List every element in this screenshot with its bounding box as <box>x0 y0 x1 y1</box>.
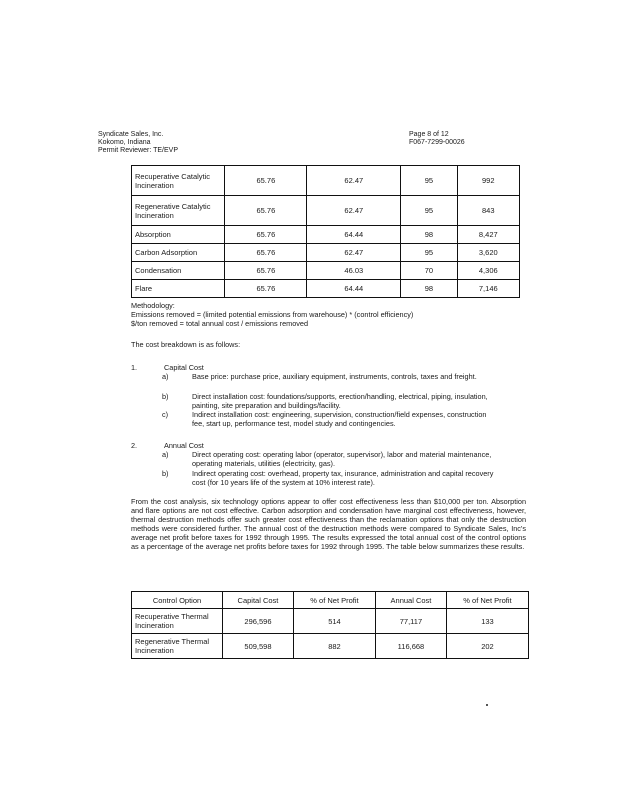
header-capital-pct-net-profit: % of Net Profit <box>293 592 375 609</box>
header-capital-cost: Capital Cost <box>223 592 294 609</box>
table-cell: 70 <box>401 262 457 280</box>
table-cell: 64.44 <box>307 280 401 298</box>
table-cell: 3,620 <box>457 244 519 262</box>
table-cell: 514 <box>293 609 375 634</box>
table-cell: 7,146 <box>457 280 519 298</box>
section-2-title: Annual Cost <box>164 441 204 450</box>
table-cell: 65.76 <box>225 280 307 298</box>
company-location: Kokomo, Indiana <box>98 139 151 146</box>
item-label: b) <box>162 469 169 478</box>
header-annual-pct-net-profit: % of Net Profit <box>446 592 528 609</box>
table-row <box>132 280 520 298</box>
table-row <box>132 634 529 659</box>
item-label: a) <box>162 450 169 459</box>
item-text: Base price: purchase price, auxiliary equipment, instruments, controls, taxes and freight. <box>192 372 477 381</box>
page-number: Page 8 of 12 <box>409 131 449 138</box>
permit-reviewer: Permit Reviewer: TE/EVP <box>98 147 179 154</box>
table-cell: 46.03 <box>307 262 401 280</box>
table-cell: 882 <box>293 634 375 659</box>
table-cell: 64.44 <box>307 226 401 244</box>
table-row <box>132 196 520 226</box>
table-cell: 98 <box>401 226 457 244</box>
table-cell: Absorption <box>132 226 225 244</box>
table-cell: 65.76 <box>225 166 307 196</box>
table-cell: Regenerative Catalytic Incineration <box>132 196 225 226</box>
table-cell: Regenerative Thermal Incineration <box>132 634 223 659</box>
section-2-number: 2. <box>131 441 138 450</box>
company-name: Syndicate Sales, Inc. <box>98 131 164 138</box>
item-text: Direct installation cost: foundations/supports, erection/handling, electrical, piping, insulation, painting, site preparation and buildings/facility. <box>192 392 488 410</box>
section-1-number: 1. <box>131 363 138 372</box>
table-cell: 95 <box>401 196 457 226</box>
table-row <box>132 166 520 196</box>
cost-analysis-paragraph: From the cost analysis, six technology options appear to offer cost effectiveness less than $10,000 per ton. Absorption and flare options are not cost effective. Carbon adsorption and condensation have marginal cost effectiveness, however, thermal destruction methods offer such greater cost effectiveness than the reclamation options that only the destruction methods were considered further. The annual cost of the destruction methods were compared to Syndicate Sales, Inc's average net profit before taxes for 1992 through 1995. The results expressed the total annual cost of the control options as a percentage of the average net profits before taxes for 1992 through 1995. The table below summarizes these results. <box>131 497 526 551</box>
table-cell: 62.47 <box>307 196 401 226</box>
methodology-line-2: $/ton removed = total annual cost / emissions removed <box>131 319 309 328</box>
methodology-line-1: Emissions removed = (limited potential emissions from warehouse) * (control efficiency) <box>131 310 414 319</box>
methodology <box>131 301 531 328</box>
scan-speck <box>486 704 488 706</box>
table-row <box>132 609 529 634</box>
table-cell: Condensation <box>132 262 225 280</box>
table-cell: 509,598 <box>223 634 294 659</box>
table-cell: Recuperative Thermal Incineration <box>132 609 223 634</box>
table-cell: 62.47 <box>307 244 401 262</box>
table-row <box>132 226 520 244</box>
item-label: c) <box>162 410 169 419</box>
header-right <box>409 131 465 147</box>
table-cell: 65.76 <box>225 244 307 262</box>
cost-breakdown-intro: The cost breakdown is as follows: <box>131 340 241 349</box>
table-cell: 843 <box>457 196 519 226</box>
header-control-option: Control Option <box>132 592 223 609</box>
item-text: Indirect installation cost: engineering, supervision, construction/field expenses, construction fee, start up, performance test, model study and contingencies. <box>192 410 487 428</box>
table-cell: 65.76 <box>225 262 307 280</box>
table-cell: Carbon Adsorption <box>132 244 225 262</box>
section-1-title: Capital Cost <box>164 363 204 372</box>
item-text: Indirect operating cost: overhead, property tax, insurance, administration and capital recovery cost (for 10 years life of the system at 10% interest rate). <box>192 469 494 487</box>
table-cell: 133 <box>446 609 528 634</box>
net-profit-comparison-table <box>131 591 529 659</box>
item-text: Direct operating cost: operating labor (operator, supervisor), labor and material maintenance, operating materials, utilities (electricity, gas). <box>192 450 492 468</box>
table-cell: 95 <box>401 244 457 262</box>
table-cell: 202 <box>446 634 528 659</box>
methodology-title: Methodology: <box>131 301 175 310</box>
table-cell: 98 <box>401 280 457 298</box>
item-label: a) <box>162 372 169 381</box>
table-cell: Flare <box>132 280 225 298</box>
table-cell: 62.47 <box>307 166 401 196</box>
permit-id: F067-7299-00026 <box>409 139 465 146</box>
table-cell: 4,306 <box>457 262 519 280</box>
control-efficiency-table <box>131 165 520 298</box>
table-cell: 95 <box>401 166 457 196</box>
table-cell: 77,117 <box>375 609 446 634</box>
table-row <box>132 244 520 262</box>
table-header-row <box>132 592 529 609</box>
table-cell: 296,596 <box>223 609 294 634</box>
header-annual-cost: Annual Cost <box>375 592 446 609</box>
item-label: b) <box>162 392 169 401</box>
table-cell: 65.76 <box>225 226 307 244</box>
table-cell: 992 <box>457 166 519 196</box>
table-cell: 65.76 <box>225 196 307 226</box>
table-cell: 8,427 <box>457 226 519 244</box>
header-left <box>98 131 178 155</box>
table-row <box>132 262 520 280</box>
table-cell: Recuperative Catalytic Incineration <box>132 166 225 196</box>
table-cell: 116,668 <box>375 634 446 659</box>
